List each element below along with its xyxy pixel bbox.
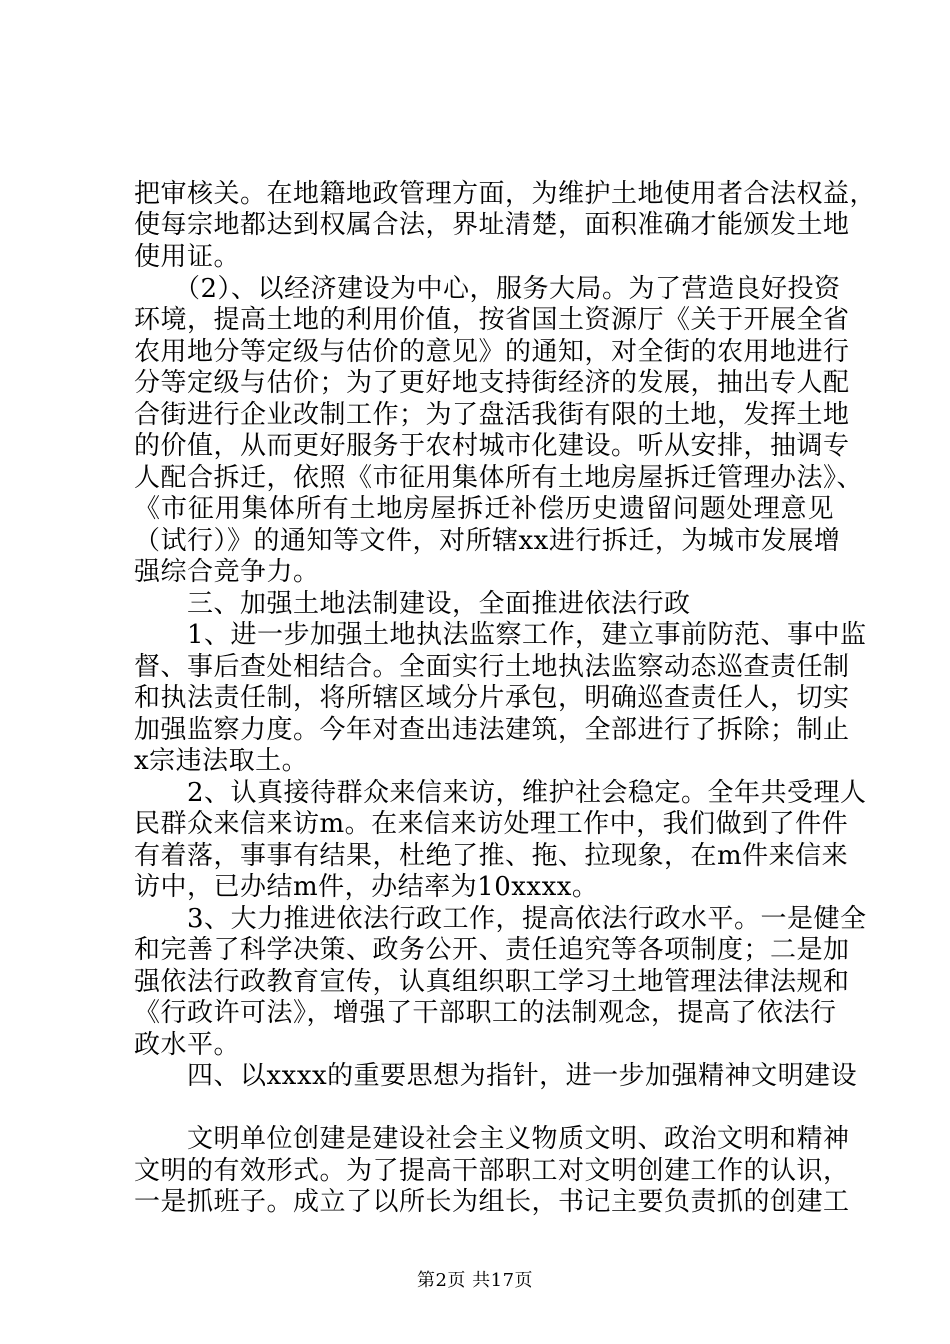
text-line: 1、进一步加强土地执法监察工作，建立事前防范、事中监 — [134, 620, 867, 650]
text-line: 农用地分等定级与估价的意见》的通知，对全街的农用地进行 — [134, 337, 850, 367]
text-line: 有着落，事事有结果，杜绝了推、拖、拉现象，在m件来信来 — [134, 841, 849, 871]
text-line: 《行政许可法》，增强了干部职工的法制观念，提高了依法行 — [134, 998, 837, 1028]
text-line: 访中，已办结m件，办结率为10xxxx。 — [134, 872, 599, 902]
text-line: 分等定级与估价；为了更好地支持街经济的发展，抽出专人配 — [134, 368, 850, 398]
text-line: 加强监察力度。今年对查出违法建筑，全部进行了拆除；制止 — [134, 715, 850, 745]
text-line: 3、大力推进依法行政工作，提高依法行政水平。一是健全 — [134, 904, 867, 934]
section-heading: 三、加强土地法制建设，全面推进依法行政 — [134, 589, 691, 619]
page-number-footer: 第2页 共17页 — [416, 1270, 534, 1291]
text-line: 强依法行政教育宣传，认真组织职工学习土地管理法律法规和 — [134, 967, 850, 997]
text-line: 和完善了科学决策、政务公开、责任追究等各项制度；二是加 — [134, 935, 850, 965]
text-line: 督、事后查处相结合。全面实行土地执法监察动态巡查责任制 — [134, 652, 850, 682]
text-line: 合街进行企业改制工作；为了盘活我街有限的土地，发挥土地 — [134, 400, 850, 430]
text-line: 人配合拆迁，依照《市征用集体所有土地房屋拆迁管理办法》、 — [134, 463, 864, 493]
text-line: 《市征用集体所有土地房屋拆迁补偿历史遗留问题处理意见 — [134, 494, 834, 524]
text-line: 的价值，从而更好服务于农村城市化建设。听从安排，抽调专 — [134, 431, 850, 461]
text-line: 把审核关。在地籍地政管理方面，为维护土地使用者合法权益， — [134, 179, 877, 209]
text-line: 政水平。 — [134, 1030, 241, 1060]
text-line: 环境，提高土地的利用价值，按省国土资源厅《关于开展全省 — [134, 305, 850, 335]
text-line: （2）、以经济建设为中心，服务大局。为了营造良好投资 — [134, 274, 841, 304]
text-line: 文明的有效形式。为了提高干部职工对文明创建工作的认识， — [134, 1156, 850, 1186]
text-line: （试行）》的通知等文件，对所辖xx进行拆迁，为城市发展增 — [134, 526, 841, 556]
section-heading: 四、以xxxx的重要思想为指针，进一步加强精神文明建设 — [134, 1061, 858, 1091]
text-line: 民群众来信来访m。在来信来访处理工作中，我们做到了件件 — [134, 809, 849, 839]
text-line: x宗违法取土。 — [134, 746, 309, 776]
text-line: 一是抓班子。成立了以所长为组长，书记主要负责抓的创建工 — [134, 1187, 850, 1217]
text-line: 强综合竞争力。 — [134, 557, 320, 587]
text-line: 文明单位创建是建设社会主义物质文明、政治文明和精神 — [134, 1124, 850, 1154]
text-line: 使用证。 — [134, 242, 241, 272]
text-line: 和执法责任制，将所辖区域分片承包，明确巡查责任人，切实 — [134, 683, 850, 713]
text-line: 2、认真接待群众来信来访，维护社会稳定。全年共受理人 — [134, 778, 867, 808]
text-line: 使每宗地都达到权属合法，界址清楚，面积准确才能颁发土地 — [134, 210, 850, 240]
